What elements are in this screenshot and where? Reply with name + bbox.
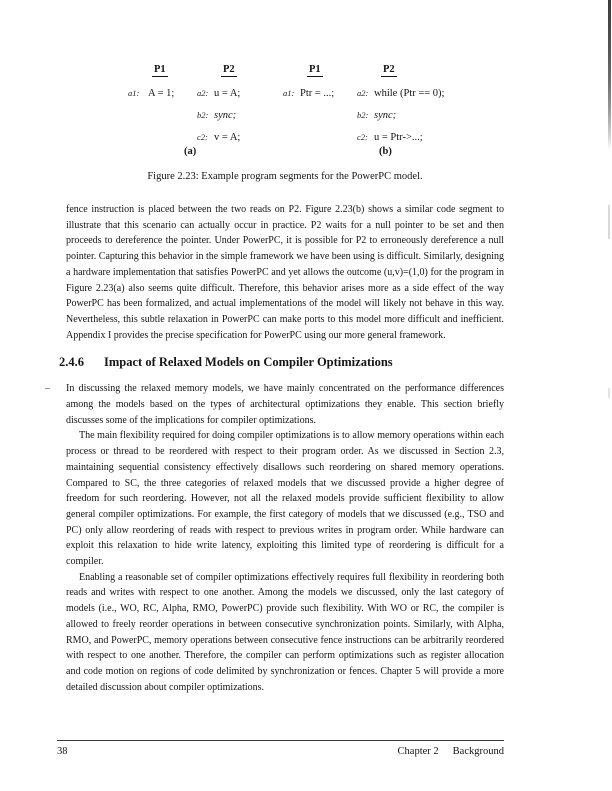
statement-label: a1:: [128, 88, 140, 98]
subfigure-label-a: (a): [184, 146, 197, 157]
figure-2-23: [0, 0, 612, 200]
paragraph-intro-compiler: In discussing the relaxed memory models, we have mainly concentrated on the performance differences among the models based on the types of architectural optimizations they enable. This section briefly discusses some of the implications for compiler optimizations.: [66, 383, 504, 426]
statement-code: sync;: [214, 110, 237, 121]
paragraph-powerpc: fence instruction is placed between the two reads on P2. Figure 2.23(b) shows a similar code segment to illustrate that this scenario can actually occur in practice. P2 waits for a null pointer to be set and then proceeds to dereference the pointer. Under PowerPC, it is possible for P2 to erroneously dereference a null pointer. Capturing this behavior in the simple framework we have been using is difficult. Similarly, designing a hardware implementation that satisfies PowerPC and yet allows the outcome (u,v)=(1,0) for the program in Figure 2.23(a) also seems quite difficult. Therefore, this behavior arises more as a side effect of the way PowerPC has been formalized, and actual implementations of the model will likely not behave in this way. Nevertheless, this subtle relaxation in PowerPC can make ports to this model more difficult and inefficient. Appendix I provides the precise specification for PowerPC using our more general framework.: [66, 204, 504, 341]
subfig-b-processor-p2: [357, 64, 444, 154]
statement-label: b2:: [357, 110, 369, 120]
code-row: [197, 110, 240, 132]
processor-header: P1: [309, 64, 321, 75]
page-footer: [57, 740, 504, 757]
code-row: [197, 132, 240, 154]
running-header: [398, 746, 504, 757]
section-number: 2.4.6: [59, 355, 84, 370]
page-number: 38: [57, 746, 68, 757]
statement-label: a1:: [283, 88, 295, 98]
statement-label: b2:: [197, 110, 209, 120]
processor-header: P2: [223, 64, 235, 75]
code-row: [197, 88, 240, 110]
scan-speck: [608, 205, 610, 239]
statement-label: a2:: [357, 88, 369, 98]
code-row: [128, 88, 174, 110]
subfigure-label-b: (b): [379, 146, 392, 157]
statement-code: A = 1;: [148, 88, 175, 99]
statement-code: sync;: [374, 110, 397, 121]
statement-label: c2:: [357, 132, 368, 142]
subfig-a-processor-p2: [197, 64, 240, 154]
paragraph-enabling: Enabling a reasonable set of compiler optimizations effectively requires full flexibility in reordering both reads and writes with respect to one another. Among the models we discussed, only the last category of models (i.e., WO, RC, Alpha, RMO, PowerPC) provide such flexibility. With WO or RC, the compiler is allowed to freely reorder operations in between consecutive synchronization points. Similarly, with Alpha, RMO, and PowerPC, memory operations between consecutive fence instructions can be arbitrarily reordered with respect to one another. Therefore, the compiler can perform optimizations such as register allocation and code motion on regions of code delimited by synchronization or fences. Chapter 5 will provide a more detailed discussion about compiler optimizations.: [66, 571, 504, 693]
statement-label: c2:: [197, 132, 208, 142]
statement-code: Ptr = ...;: [300, 88, 335, 99]
body-text-column: [45, 202, 504, 695]
statement-code: while (Ptr == 0);: [374, 88, 445, 99]
scan-speck: [608, 388, 610, 398]
margin-mark: –: [45, 383, 50, 395]
code-row: [357, 110, 444, 132]
subfig-b-processor-p1: [283, 64, 334, 110]
section-title: Impact of Relaxed Models on Compiler Optimizations: [104, 355, 393, 370]
section-heading: [59, 354, 504, 371]
paragraph-flexibility: The main flexibility required for doing compiler optimizations is to allow memory operations within each process or thread to be reordered with respect to their program order. As we discussed in Section 2.3, maintaining sequential consistency effectively disallows such reordering on shared memory operations. Compared to SC, the three categories of relaxed models that we discussed provide a higher degree of freedom for such reordering. However, not all the relaxed models provide sufficient flexibility to allow general compiler optimizations. For example, the first category of models that we discussed (e.g., TSO and PC) only allow reordering of reads with respect to previous writes in program order. While hardware can exploit this relaxation to hide write latency, exploiting this limited type of reordering is difficult for a compiler.: [66, 430, 504, 568]
figure-caption: Figure 2.23: Example program segments for the PowerPC model.: [147, 171, 423, 182]
code-row: [283, 88, 334, 110]
processor-header: P2: [383, 64, 395, 75]
code-row: [357, 132, 444, 154]
statement-code: u = A;: [214, 88, 241, 99]
processor-header: P1: [154, 64, 166, 75]
chapter-label: Chapter 2: [397, 746, 439, 757]
statement-code: u = Ptr->...;: [374, 132, 423, 143]
subfig-a-processor-p1: [128, 64, 174, 110]
chapter-title: Background: [452, 746, 504, 757]
statement-code: v = A;: [214, 132, 241, 143]
code-row: [357, 88, 444, 110]
statement-label: a2:: [197, 88, 209, 98]
